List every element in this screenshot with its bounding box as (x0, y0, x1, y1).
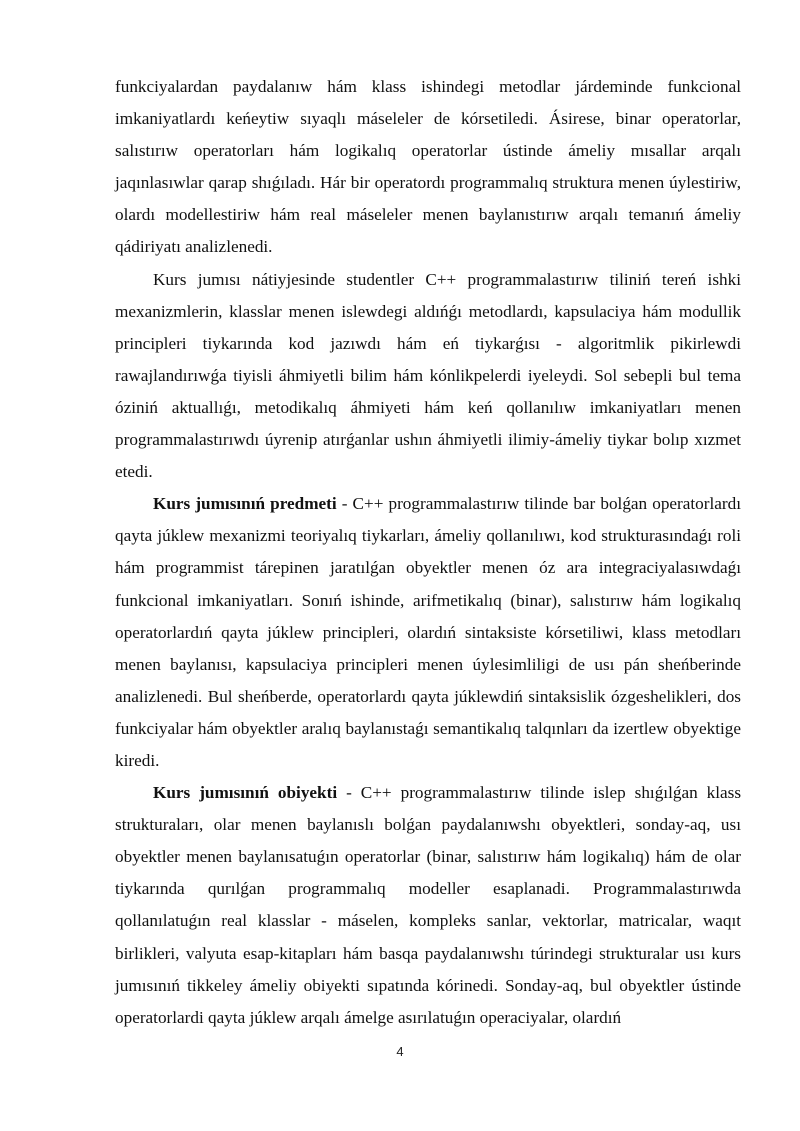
paragraph-object (115, 777, 741, 1034)
paragraph-2-text: Kurs jumısı nátiyjesinde studentler C++ programmalastırıw tiliniń tereń ishki mexanizmlerin, klasslar menen islewdegi aldıńǵı metodlardı, kapsulaciya hám modullik principleri tiykarında kod jazıwdı hám eń tiykarǵısı - algoritmlik pikirlewdi rawajlandırıwǵa tiyisli áhmiyetli bilim hám kónlikpelerdi iyeleydi. Sol sebepli bul tema óziniń aktuallıǵı, metodikalıq áhmiyeti hám keń qollanılıw imkaniyatları menen programmalastırıwdı úyrenip atırǵanlar ushın áhmiyetli ilimiy-ámeliy tiykar bolıp xızmet etedi. (115, 269, 741, 482)
paragraph-2 (115, 264, 741, 489)
paragraph-1-text: funkciyalardan paydalanıw hám klass ishindegi metodlar járdeminde funkcional imkaniyatlardı keńeytiw sıyaqlı máseleler de kórsetiledi. Ásirese, binar operatorlar, salıstırıw operatorları hám logikalıq operatorlar ústinde ámeliy mısallar arqalı jaqınlasıwlar qarap shıǵıladı. Hár bir operatordı programmalıq struktura menen úylestiriw, olardı modellestiriw hám real máseleler menen baylanıstırıw arqalı temanıń ámeliy qádiriyatı analizlenedi. (115, 77, 741, 257)
object-heading: Kurs jumısınıń obiyekti (153, 783, 338, 803)
paragraph-1 (115, 71, 741, 264)
subject-heading: Kurs jumısınıń predmeti (153, 494, 337, 514)
document-body (115, 71, 741, 1034)
subject-text: - C++ programmalastırıw tilinde bar bolǵan operatorlardı qayta júklew mexanizmi teoriyalıq tiykarları, ámeliy qollanılıwı, kod strukturasındaǵı roli hám programmist tárepinen jaratılǵan obyektler menen óz ara integraciyalasıwdaǵı funkcional imkaniyatları. Sonıń ishinde, arifmetikalıq (binar), salıstırıw hám logikalıq operatorlardıń qayta júklew principleri, olardıń sintaksiste kórsetiliwi, klass metodları menen baylanısı, kapsulaciya principleri menen úylesimliligi de usı pán sheńberinde analizlenedi. Bul sheńberde, operatorlardı qayta júklewdiń sintaksislik ózgeshelikleri, dos funkciyalar hám obyektler aralıq baylanıstaǵı semantikalıq talqınları da izertlew obyektige kiredi. (115, 494, 741, 770)
object-text: - C++ programmalastırıw tilinde islep shıǵılǵan klass strukturaları, olar menen baylanıslı bolǵan paydalanıwshı obyektleri, sonday-aq, usı obyektler menen baylanısatuǵın operatorlar (binar, salıstırıw hám logikalıq) hám de olar tiykarında qurılǵan programmalıq modeller esaplanadi. Programmalastırıwda qollanılatuǵın real klasslar - máselen, kompleks sanlar, vektorlar, matricalar, waqıt birlikleri, valyuta esap-kitapları hám basqa paydalanıwshı túrindegi strukturalar usı kurs jumısınıń tikkeley ámeliy obiyekti sıpatında kórinedi. Sonday-aq, bul obyektler ústinde operatorlardi qayta júklew arqalı ámelge asırılatuǵın operaciyalar, olardıń (115, 783, 742, 1027)
page-number: 4 (396, 1044, 404, 1059)
paragraph-subject (115, 488, 741, 777)
